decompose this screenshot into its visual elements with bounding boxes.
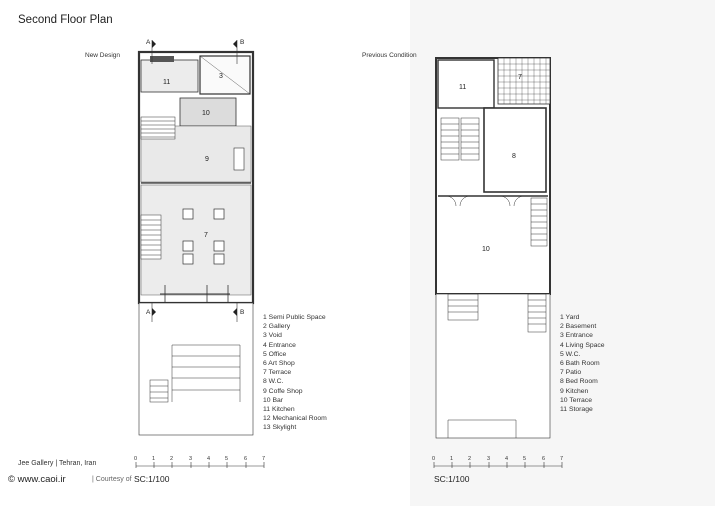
section-marker: A	[146, 309, 151, 316]
room-number: 10	[202, 110, 210, 117]
scale-label-prev: SC:1/100	[434, 474, 470, 484]
scale-tick: 5	[225, 456, 229, 462]
legend-item: 4 Living Space	[560, 341, 605, 349]
legend-item: 9 Coffe Shop	[263, 387, 303, 395]
scale-tick: 2	[170, 456, 174, 462]
patio-grid	[498, 58, 550, 104]
legend-item: 11 Kitchen	[263, 406, 295, 414]
legend-item: 5 Office	[263, 350, 287, 358]
legend-item: 3 Void	[263, 332, 282, 340]
legend-item: 11 Storage	[560, 406, 593, 414]
legend-item: 12 Mechanical Room	[263, 415, 327, 423]
credit-site: © www.caoi.ir	[8, 474, 66, 485]
scale-tick: 0	[134, 456, 138, 462]
section-marker: A	[146, 39, 151, 46]
new-design-plan	[139, 40, 253, 435]
prev-yard-outline	[436, 294, 550, 438]
scale-tick: 7	[560, 456, 564, 462]
credit-suffix: | Courtesy of	[92, 476, 132, 483]
scale-ticks	[134, 456, 563, 462]
previous-plan	[436, 58, 550, 438]
scale-tick: 3	[189, 456, 193, 462]
previous-legend	[560, 313, 605, 414]
bed-room	[484, 108, 546, 192]
scale-tick: 3	[487, 456, 491, 462]
legend-item: 6 Bath Room	[560, 360, 600, 368]
new-design-label: New Design	[85, 52, 121, 59]
legend-item: 9 Kitchen	[560, 387, 589, 395]
room-number: 9	[205, 156, 209, 163]
legend-item: 10 Bar	[263, 396, 284, 404]
room-number: 7	[518, 74, 522, 81]
section-marker: B	[240, 39, 245, 46]
scale-label-new: SC:1/100	[134, 474, 170, 484]
legend-item: 10 Terrace	[560, 396, 592, 404]
sofa	[234, 148, 244, 170]
scale-tick: 1	[450, 456, 454, 462]
scale-tick: 2	[468, 456, 472, 462]
room-number: 8	[512, 153, 516, 160]
previous-condition-label: Previous Condition	[362, 52, 417, 59]
room-number: 3	[219, 73, 223, 80]
legend-item: 8 W.C.	[263, 378, 284, 386]
legend-item: 1 Semi Public Space	[263, 314, 326, 321]
legend-item: 5 W.C.	[560, 350, 581, 358]
legend-item: 3 Entrance	[560, 332, 593, 340]
project-location: Jee Gallery | Tehran, Iran	[18, 460, 97, 467]
legend-item: 6 Art Shop	[263, 360, 295, 368]
scale-tick: 0	[432, 456, 436, 462]
upper-stairs	[141, 117, 175, 139]
scale-bars	[136, 462, 562, 468]
scale-tick: 5	[523, 456, 527, 462]
scale-tick: 6	[542, 456, 546, 462]
legend-item: 2 Gallery	[263, 323, 291, 331]
room-number: 10	[482, 246, 490, 253]
new-yard-outline	[139, 303, 253, 435]
room-number: 11	[163, 79, 171, 86]
kitchen-area	[141, 60, 198, 92]
scale-tick: 7	[262, 456, 266, 462]
legend-item: 4 Entrance	[263, 341, 296, 349]
legend-item: 7 Patio	[560, 369, 582, 377]
lower-left-stairs	[141, 215, 161, 259]
mechanical-unit	[150, 56, 174, 62]
scale-tick: 1	[152, 456, 156, 462]
scale-tick: 6	[244, 456, 248, 462]
room-number: 7	[204, 232, 208, 239]
legend-item: 8 Bed Room	[560, 378, 598, 386]
page-title: Second Floor Plan	[18, 14, 113, 26]
scale-tick: 4	[207, 456, 211, 462]
scale-tick: 4	[505, 456, 509, 462]
legend-item: 1 Yard	[560, 314, 580, 321]
legend-item: 7 Terrace	[263, 369, 292, 377]
room-number: 11	[459, 84, 467, 91]
section-marker: B	[240, 309, 245, 316]
legend-item: 13 Skylight	[263, 424, 297, 432]
legend-item: 2 Basement	[560, 323, 597, 331]
new-design-legend	[263, 313, 327, 433]
